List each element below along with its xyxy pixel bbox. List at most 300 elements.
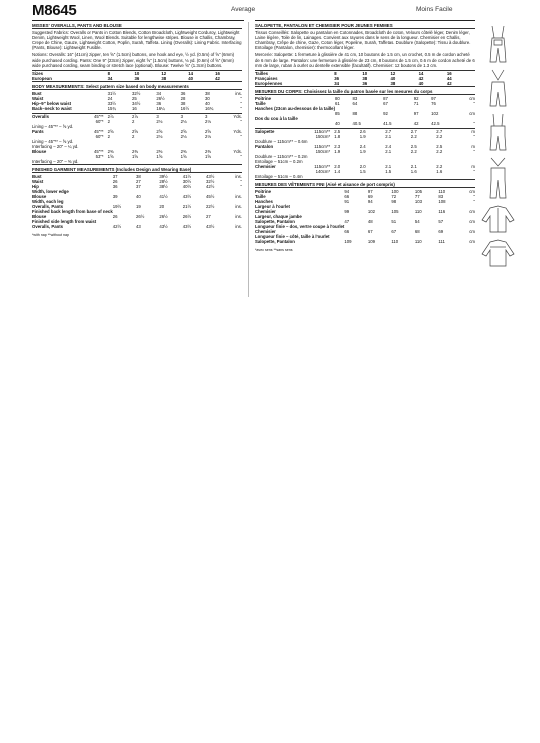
value-cell: 2⅝ <box>131 128 138 134</box>
value-cell: 38 <box>362 75 368 81</box>
fabric-width: 150cm* <box>315 148 331 154</box>
english-finished-table <box>32 174 242 229</box>
table-row <box>255 121 475 126</box>
value-cell: 36 <box>362 80 368 86</box>
row-label: Largeur, chaque jambe <box>255 213 302 219</box>
table-row <box>32 106 242 111</box>
value-cell: 110 <box>414 238 422 244</box>
value-cell: 16¾ <box>205 105 214 111</box>
unit-cell: cm <box>469 238 475 244</box>
value-cell: 67 <box>367 228 373 234</box>
english-size-table <box>32 70 242 82</box>
value-cell: 2.3 <box>334 143 341 149</box>
unit-cell: ins. <box>235 213 242 219</box>
row-label: Finished back length from base of neck <box>32 208 113 214</box>
value-cell: 116 <box>438 208 446 214</box>
unit-cell: " <box>240 95 242 101</box>
value-cell: 43½ <box>159 223 168 229</box>
value-cell: 34 <box>156 90 162 96</box>
value-cell: 2⅜ <box>180 148 187 154</box>
fabric-width: 45"** <box>93 113 104 119</box>
value-cell: 72 <box>391 193 397 199</box>
value-cell: 2⅛ <box>205 133 212 139</box>
value-cell: 43½ <box>182 223 192 229</box>
value-cell: 42½ <box>206 183 215 189</box>
value-cell: 105 <box>391 208 399 214</box>
sizes-label: Sizes <box>32 70 43 76</box>
value-cell: 2.2 <box>410 148 417 154</box>
value-cell: 2.2 <box>436 163 443 169</box>
value-cell: 2.5 <box>334 128 341 134</box>
value-cell: 40 <box>335 120 340 126</box>
value-cell: 30 <box>205 95 210 101</box>
value-cell: 1.5 <box>359 168 366 174</box>
value-cell: 27 <box>136 178 141 184</box>
value-cell: 102 <box>367 208 376 214</box>
value-cell: 108 <box>438 198 446 204</box>
fabric-width: 45"** <box>93 128 104 134</box>
interfacing-note: Interfacing – 20" – ¼ yd. <box>32 143 79 149</box>
value-cell: 87 <box>383 95 388 101</box>
unit-cell: cm <box>469 110 475 116</box>
value-cell: 28 <box>180 95 186 101</box>
value-cell: 24 <box>107 95 113 101</box>
value-cell: 42 <box>215 75 220 81</box>
unit-cell: cm <box>469 188 475 194</box>
value-cell: 42 <box>446 80 452 86</box>
value-cell: 1.6 <box>410 168 417 174</box>
value-cell: 2⅜ <box>205 148 212 154</box>
value-cell: 19½ <box>112 203 122 209</box>
row-label: Hip <box>32 183 39 189</box>
value-cell: 66 <box>344 228 350 234</box>
value-cell: 85 <box>335 110 340 116</box>
value-cell: 1.6 <box>436 168 443 174</box>
value-cell: 2⅛ <box>205 118 212 124</box>
french-yardage-table <box>255 128 475 180</box>
blouse-back-icon <box>478 238 518 268</box>
overalls-side-icon <box>478 112 518 152</box>
value-cell: 42 <box>418 75 424 81</box>
value-cell: 41½ <box>159 193 168 199</box>
french-size-table <box>255 70 475 87</box>
value-cell: 43 <box>136 223 141 229</box>
row-label: Waist <box>32 95 44 101</box>
unit-cell: ins. <box>235 223 242 229</box>
value-cell: 33½ <box>107 100 116 106</box>
row-label: Taille <box>255 193 266 199</box>
row-label: Poitrine <box>255 188 271 194</box>
value-cell: 40.5 <box>352 120 361 126</box>
value-cell: 2⅝ <box>180 128 187 134</box>
value-cell: 34 <box>107 75 113 81</box>
unit-cell: m <box>471 143 475 149</box>
row-label: Finished side length from waist <box>32 218 97 224</box>
row-label: Taille <box>255 100 266 106</box>
value-cell: 36 <box>334 75 339 81</box>
value-cell: 61 <box>335 100 340 106</box>
unit-cell: " <box>240 153 242 159</box>
lining-note: Doublure – 115cm** – 0.6m <box>255 138 308 144</box>
french-body-table <box>255 96 475 126</box>
header-rule-left <box>32 20 244 21</box>
value-cell: 43½ <box>182 193 192 199</box>
value-cell: 40 <box>188 75 193 81</box>
value-cell: 26 <box>112 178 118 184</box>
value-cell: 14 <box>188 70 193 76</box>
value-cell: 105 <box>414 188 422 194</box>
english-column <box>32 22 242 238</box>
value-cell: 1.9 <box>359 148 366 154</box>
blouse-front-icon <box>478 204 518 234</box>
value-cell: 34½ <box>131 100 141 106</box>
european-size-row <box>255 81 475 87</box>
unit-cell: " <box>240 178 242 184</box>
row-label: Bust <box>32 173 42 179</box>
unit-cell: m <box>471 128 475 134</box>
value-cell: 1.4 <box>334 168 341 174</box>
french-body-measurements-title: MESURES DU CORPS: Choisissez la taille du patron basée sur les mesures du corps <box>255 89 475 95</box>
value-cell: 19 <box>136 203 141 209</box>
value-cell: 77 <box>414 193 420 199</box>
table-row <box>255 239 475 244</box>
value-cell: 12 <box>390 70 396 76</box>
value-cell: 40 <box>390 75 396 81</box>
value-cell: 69 <box>367 193 373 199</box>
value-cell: 1⅝ <box>180 153 187 159</box>
value-cell: 43½ <box>206 223 215 229</box>
value-cell: 97 <box>413 110 419 116</box>
unit-cell: ins. <box>235 193 242 199</box>
european-size-row <box>32 76 242 82</box>
value-cell: 26½ <box>182 213 192 219</box>
unit-cell: " <box>473 193 475 199</box>
row-label: Longueur finie – dos, vertre coupe à l'ourlet <box>255 223 345 229</box>
value-cell: 25 <box>131 95 137 101</box>
value-cell: 38 <box>390 80 396 86</box>
row-label: Blouse <box>32 213 47 219</box>
overalls-alt-icon <box>478 156 518 200</box>
value-cell: 2⅝ <box>205 128 212 134</box>
value-cell: 37 <box>136 183 141 189</box>
fabric-width: 115cm** <box>314 163 331 169</box>
value-cell: 45½ <box>206 193 215 199</box>
value-cell: 2.1 <box>385 133 392 139</box>
unit-cell: " <box>240 183 242 189</box>
value-cell: 39½ <box>159 173 168 179</box>
unit-cell: cm <box>469 228 475 234</box>
value-cell: 103 <box>414 198 422 204</box>
lining-note: Doublure – 115cm** – 0.2m <box>255 153 308 159</box>
column-divider <box>248 22 249 297</box>
fabric-width: 53"* <box>95 153 104 159</box>
garment-label: Blouse <box>32 148 47 154</box>
value-cell: 21½ <box>182 203 192 209</box>
value-cell: 36 <box>180 90 186 96</box>
value-cell: 54 <box>414 218 420 224</box>
value-cell: 1.5 <box>385 168 392 174</box>
value-cell: 38 <box>205 90 210 96</box>
difficulty-level-en: Average <box>231 6 256 13</box>
value-cell: 94 <box>344 188 350 194</box>
english-body-table <box>32 91 242 111</box>
garment-label: Salopette <box>255 128 275 134</box>
value-cell: 31½ <box>107 90 116 96</box>
french-finished-table <box>255 189 475 244</box>
value-cell: 110 <box>438 188 446 194</box>
value-cell: 39 <box>112 193 118 199</box>
value-cell: 44 <box>446 75 452 81</box>
value-cell: 83 <box>438 193 444 199</box>
value-cell: 110 <box>414 208 422 214</box>
header-rule-right <box>255 20 475 21</box>
europeennes-label: Européennes <box>255 80 283 86</box>
value-cell: 8 <box>107 70 110 76</box>
value-cell: 69 <box>438 228 444 234</box>
value-cell: 92 <box>413 95 419 101</box>
value-cell: 16 <box>131 105 137 111</box>
value-cell: 2.0 <box>359 163 366 169</box>
value-cell: 1⅝ <box>107 153 114 159</box>
value-cell: 32½ <box>206 178 215 184</box>
value-cell: 2.1 <box>385 163 392 169</box>
unit-cell: " <box>473 168 475 174</box>
value-cell: 15¾ <box>107 105 116 111</box>
english-title: MISSES' OVERALLS, PANTS AND BLOUSE <box>32 23 242 29</box>
row-label: Chemisier <box>255 208 276 214</box>
value-cell: 38 <box>136 173 141 179</box>
garment-label: Pantalon <box>255 143 274 149</box>
value-cell: 109 <box>367 238 376 244</box>
interfacing-note: Entoilage – 51cm – 0.4m <box>255 173 303 179</box>
value-cell: 2⅛ <box>180 133 187 139</box>
value-cell: 2⅛ <box>156 133 163 139</box>
french-column <box>255 22 475 253</box>
value-cell: 2⅜ <box>156 148 163 154</box>
fabric-width: 45"** <box>93 148 104 154</box>
table-row <box>32 159 242 165</box>
european-label: European <box>32 75 52 81</box>
unit-cell: ins. <box>235 173 242 179</box>
value-cell: 2⅛ <box>180 118 187 124</box>
pattern-code: M8645 <box>32 2 77 19</box>
value-cell: 16¼ <box>156 105 165 111</box>
unit-cell: " <box>473 100 475 106</box>
value-cell: 38 <box>180 100 186 106</box>
value-cell: 1⅝ <box>205 153 212 159</box>
row-label: Bust <box>32 90 42 96</box>
value-cell: 2⅝ <box>107 128 114 134</box>
overalls-front-icon <box>478 24 518 64</box>
value-cell: 2.4 <box>359 143 366 149</box>
value-cell: 67 <box>391 228 397 234</box>
value-cell: 36 <box>134 75 140 81</box>
lining-note: Lining – 45"** – ⅝ yd. <box>32 123 74 129</box>
row-label: Largeur à l'ourlet <box>255 203 290 209</box>
value-cell: 16½ <box>180 105 190 111</box>
value-cell: 37 <box>112 173 118 179</box>
value-cell: 1⅝ <box>156 153 163 159</box>
french-finished-title: MESURES DES VÊTEMENTS FINI (Aisé et aisance de port compris) <box>255 182 475 188</box>
value-cell: 2⅜ <box>107 148 114 154</box>
value-cell: 3 <box>180 113 184 119</box>
value-cell: 99 <box>344 208 350 214</box>
overalls-back-icon <box>478 68 518 108</box>
value-cell: 2.7 <box>385 128 392 134</box>
row-label: Width, each leg <box>32 198 64 204</box>
value-cell: 41.5 <box>383 120 392 126</box>
value-cell: 97 <box>431 95 436 101</box>
value-cell: 36 <box>112 183 118 189</box>
row-label: Overalls, Pants <box>32 203 64 209</box>
value-cell: 109 <box>344 238 352 244</box>
value-cell: 26½ <box>159 213 168 219</box>
value-cell: 68 <box>414 228 420 234</box>
unit-cell: " <box>240 133 242 139</box>
value-cell: 48 <box>367 218 373 224</box>
english-finished-title: FINISHED GARMENT MEASUREMENTS (Includes Design and Wearing Ease) <box>32 167 242 173</box>
value-cell: 2.5 <box>436 143 443 149</box>
unit-cell: m <box>471 163 475 169</box>
value-cell: 83 <box>352 95 358 101</box>
value-cell: 2.6 <box>359 128 366 134</box>
value-cell: 10 <box>134 70 140 76</box>
unit-cell: cm <box>469 218 475 224</box>
value-cell: 12 <box>161 70 167 76</box>
francaises-label: Françaises <box>255 75 278 81</box>
value-cell: 2.0 <box>334 163 341 169</box>
value-cell: 47 <box>344 218 350 224</box>
row-label: Dos du cou à la taille <box>255 115 298 121</box>
interfacing-note: Interfacing – 20" – ⅜ yd. <box>32 158 79 164</box>
value-cell: 110 <box>391 238 399 244</box>
unit-cell: Yds. <box>233 148 242 154</box>
row-label: Overalls, Pants <box>32 223 64 229</box>
value-cell: 1.9 <box>334 148 341 154</box>
interfacing-note: Entoilage – 51cm – 0.2m <box>255 158 303 164</box>
value-cell: 51 <box>391 218 397 224</box>
value-cell: 2⅛ <box>156 118 163 124</box>
value-cell: 1⅝ <box>131 153 138 159</box>
value-cell: 10 <box>362 70 368 76</box>
garment-label: Chemisier <box>255 163 276 169</box>
value-cell: 2.2 <box>436 148 443 154</box>
table-row <box>255 174 475 180</box>
value-cell: 102 <box>431 110 439 116</box>
value-cell: 67 <box>383 100 388 106</box>
value-cell: 3 <box>205 113 208 119</box>
value-cell: 28½ <box>159 178 168 184</box>
unit-cell: " <box>240 105 242 111</box>
unit-cell: ins. <box>235 90 242 96</box>
value-cell: 40½ <box>182 183 192 189</box>
value-cell: 100 <box>391 188 399 194</box>
row-label: Back–neck to waist <box>32 105 72 111</box>
value-cell: 16 <box>215 70 220 76</box>
row-label: Longueur finie – côté, taille à l'ourlet <box>255 233 330 239</box>
value-cell: 42½ <box>112 223 122 229</box>
value-cell: 2.1 <box>385 148 392 154</box>
row-label: Width, lower edge <box>32 188 69 194</box>
value-cell: 2⅞ <box>107 113 114 119</box>
value-cell: 2 <box>131 133 135 139</box>
value-cell: 22½ <box>206 203 215 209</box>
value-cell: 94 <box>367 198 373 204</box>
value-cell: 16 <box>446 70 452 76</box>
lining-note: Lining – 45"** – ⅝ yd. <box>32 138 74 144</box>
row-label: Poitrine <box>255 95 271 101</box>
unit-cell: " <box>473 148 475 154</box>
fabric-width: 150cm* <box>315 133 331 139</box>
row-label: Hanches <box>255 198 273 204</box>
unit-cell: cm <box>469 208 475 214</box>
unit-cell: ins. <box>235 203 242 209</box>
value-cell: 2.1 <box>410 163 417 169</box>
unit-cell: " <box>473 198 475 204</box>
unit-cell: " <box>473 133 475 139</box>
value-cell: 36 <box>156 100 162 106</box>
unit-cell: Yds. <box>233 113 242 119</box>
value-cell: 40 <box>205 100 210 106</box>
value-cell: 27 <box>206 213 211 219</box>
value-cell: 2⅝ <box>156 128 163 134</box>
value-cell: 34 <box>334 80 339 86</box>
value-cell: 2.2 <box>436 133 443 139</box>
english-footnote: *with nap **without nap <box>32 232 69 237</box>
value-cell: 88 <box>352 110 358 116</box>
value-cell: 3 <box>156 113 159 119</box>
fabric-width: 60"* <box>95 118 104 124</box>
value-cell: 26 <box>112 213 118 219</box>
french-notions: Mercerie: Salopette: 1 fermeture à glissière de 41 cm, 10 boutons de 1.5 cm, un crochet, 0.5 m de cordon acheté de 6 mm de large. Pantalon: une fermeture à glissière de 23 cm, 8 boutons de 1.5 cm, 0.6 m de cordon acheté de 6 mm de large, ruban à ourlet ou dentelle extensible (facultatif). Chemisier: 12 boutons de 1.3 cm. <box>255 52 475 68</box>
fabric-width: 140cm* <box>315 168 331 174</box>
value-cell: 71 <box>413 100 419 106</box>
value-cell: 40 <box>418 80 424 86</box>
value-cell: 42 <box>413 120 419 126</box>
value-cell: 2 <box>107 133 110 139</box>
english-body-measurements-title: BODY MEASUREMENTS: Select pattern size based on body measurements <box>32 84 242 90</box>
row-label: Hip–9" below waist <box>32 100 72 106</box>
value-cell: 92 <box>383 110 388 116</box>
value-cell: 2 <box>107 118 110 124</box>
fabric-width: 115cm** <box>314 143 331 149</box>
english-yardage-table <box>32 113 242 165</box>
unit-cell: Yds. <box>233 128 242 134</box>
value-cell: 30½ <box>182 178 192 184</box>
row-label: Salopette, Pantalon <box>255 218 295 224</box>
value-cell: 41½ <box>182 173 192 179</box>
value-cell: 43½ <box>206 173 215 179</box>
row-label <box>255 121 335 126</box>
tailles-label: Tailles <box>255 70 269 76</box>
value-cell: 8 <box>334 70 337 76</box>
value-cell: 97 <box>367 188 373 194</box>
english-notions: Notions: Overalls: 16" (41cm) zipper, ten ⅝" (1.5cm) buttons, one hook and eye, ½ yd. (0.5m) of ⅝" (6mm) wide purchased cording. Pants: One 9" (23cm) zipper, eight ⅝" (1.5cm) buttons, ⅛ yd. (0.6m) of ⅝" (6mm) wide purchased cording, seam binding or stretch lace (optional). Blouse: Twelve ⅝" (1.3cm) buttons. <box>32 52 235 68</box>
difficulty-level-fr: Moins Facile <box>416 6 453 13</box>
row-label: Salopette, Pantalon <box>255 238 295 244</box>
value-cell: 2.4 <box>385 143 392 149</box>
value-cell: 2.7 <box>410 128 417 134</box>
row-label: Waist <box>32 178 44 184</box>
value-cell: 1.8 <box>334 133 341 139</box>
value-cell: 32½ <box>131 90 141 96</box>
english-fabrics: Suggested Fabrics: Overalls or Pants in Cotton Blends, Cotton Broadcloth, Lightweight Corduroy, Lightweight Denim, Lightweight Wool, Linen, Wool Blends. Suitable for lengthwise stripes. Blouse in Challis, Chambray, Crepe de Chine, Gauze, Lightweight Cotton, Poplin, Surah, Taffeta. Lining (Overalls): Lining Fabric. Interfacing (Pants, Blouse): Lightweight Fusible. <box>32 30 242 51</box>
unit-cell: cm <box>469 95 475 101</box>
value-cell: 14 <box>418 70 424 76</box>
fabric-width: 115cm** <box>314 128 331 134</box>
value-cell: 1.9 <box>359 133 366 139</box>
value-cell: 26½ <box>136 213 145 219</box>
